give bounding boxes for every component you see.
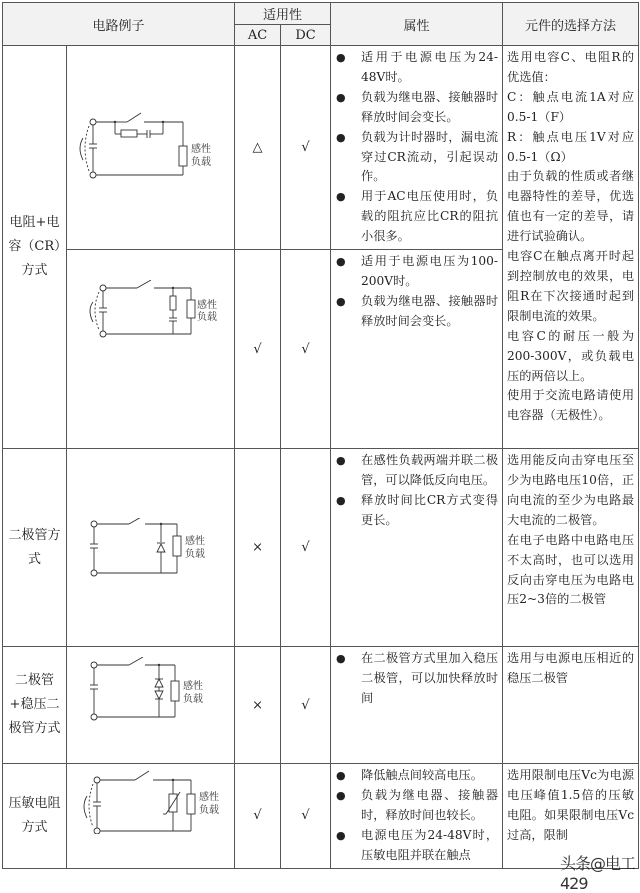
- table-row: [3, 449, 639, 647]
- properties-cell: [331, 449, 503, 647]
- circuit-diagram-cr-series: [67, 46, 235, 250]
- properties-cell: [331, 46, 503, 250]
- property-item: ● 适用于电源电压为24-48V时。: [336, 50, 499, 84]
- header-ac: AC: [235, 25, 281, 46]
- dc-applicability: √: [281, 449, 331, 647]
- dc-applicability: √: [281, 764, 331, 869]
- watermark-text: 头条@电工429: [560, 854, 636, 893]
- ac-applicability: △: [235, 46, 281, 250]
- bullet-icon: ●: [336, 294, 346, 308]
- method-diode: 二极管方式: [3, 449, 67, 647]
- property-item: ● 在二极管方式里加入稳压二极管，可以加快释放时间: [336, 651, 499, 705]
- svg-text:感性: 感性: [191, 143, 211, 155]
- bullet-icon: ●: [336, 788, 346, 802]
- property-item: ● 负载为继电器、接触器时释放时间会变长。: [336, 89, 499, 124]
- method-diode-zener: 二极管+稳压二极管方式: [3, 647, 67, 764]
- svg-text:负载: 负载: [197, 312, 217, 324]
- dc-applicability: √: [281, 46, 331, 250]
- varistor-circuit-icon: [67, 770, 235, 834]
- table-row: [3, 46, 639, 250]
- property-item: ● 负载为继电器、接触器时，释放时间也较长。: [336, 787, 499, 822]
- circuit-diagram-varistor: [67, 764, 235, 869]
- property-item: ● 负载为计时器时，漏电流穿过CR流动，引起误动作。: [336, 129, 499, 184]
- svg-text:感性: 感性: [197, 300, 217, 312]
- bullet-icon: ●: [336, 828, 346, 842]
- header-selection-method: 元件的选择方法: [503, 3, 639, 46]
- ac-applicability: ×: [235, 647, 281, 764]
- dc-applicability: √: [281, 250, 331, 449]
- bullet-icon: ●: [336, 190, 346, 204]
- properties-cell: [331, 250, 503, 449]
- property-item: ● 负载为继电器、接触器时释放时间会变长。: [336, 293, 499, 328]
- dc-applicability: √: [281, 647, 331, 764]
- header-dc: DC: [281, 25, 331, 46]
- property-item: ● 降低触点间较高电压。: [335, 766, 498, 786]
- bullet-icon: ●: [336, 51, 346, 64]
- bullet-icon: ●: [336, 90, 346, 104]
- bullet-icon: ●: [336, 454, 346, 468]
- property-item: ● 电源电压为24-48V时，压敏电阻并联在触点: [336, 827, 499, 862]
- header-circuit-example: 电路例子: [3, 3, 235, 46]
- bullet-icon: ●: [336, 255, 346, 269]
- properties-cell: [331, 764, 503, 869]
- contact-protection-circuit-table: [2, 2, 639, 869]
- bullet-icon: ●: [336, 493, 346, 507]
- svg-text:感性: 感性: [183, 681, 203, 693]
- svg-text:负载: 负载: [183, 694, 203, 706]
- diode-zener-circuit-icon: [67, 657, 235, 721]
- header-properties: 属性: [331, 3, 503, 46]
- circuit-diagram-diode: [67, 449, 235, 647]
- diode-circuit-icon: [67, 518, 235, 578]
- svg-text:感性: 感性: [185, 535, 205, 547]
- svg-text:负载: 负载: [185, 548, 205, 560]
- cr-series-circuit-icon: [67, 108, 235, 188]
- selection-method-cell: 选用与电源电压相近的稳压二极管: [503, 647, 639, 764]
- bullet-icon: ●: [336, 130, 346, 144]
- table-row: [3, 764, 639, 869]
- svg-text:感性: 感性: [199, 792, 219, 804]
- method-varistor: 压敏电阻方式: [3, 764, 67, 869]
- circuit-diagram-cr-parallel: [67, 250, 235, 449]
- bullet-icon: ●: [336, 652, 346, 666]
- circuit-diagram-diode-zener: [67, 647, 235, 764]
- svg-text:负载: 负载: [191, 156, 211, 168]
- method-cr: 电阻+电容（CR）方式: [3, 46, 67, 449]
- ac-applicability: ×: [235, 449, 281, 647]
- ac-applicability: √: [235, 250, 281, 449]
- cr-parallel-circuit-icon: [67, 280, 235, 340]
- property-item: ● 在感性负载两端并联二极管，可以降低反向电压。: [336, 453, 499, 487]
- svg-text:负载: 负载: [199, 805, 219, 817]
- properties-cell: [331, 647, 503, 764]
- table-row: [3, 647, 639, 764]
- header-applicability: 适用性: [235, 3, 331, 25]
- bullet-icon: ●: [336, 769, 346, 783]
- selection-method-cell: 选用限制电压Vc为电源电压峰值1.5倍的压敏电阻。如果限制电压Vc过高，限制: [503, 764, 639, 869]
- property-item: ● 释放时间比CR方式变得更长。: [336, 492, 499, 527]
- property-item: ● 适用于电源电压为100-200V时。: [336, 254, 499, 288]
- selection-method-cell: 选用电容C、电阻R的优选值： C：触点电流1A对应0.5-1（F） R：触点电压1V对应0.5-1（Ω） 由于负载的性质或者继电器特性的差导，优选值也有一定的差导，请进行试验确认。 电容C在触点离开时起到控制放电的效果，电阻R在下次接通时起到限制电流的效果。 电容C的耐压一般为200-300V，或负载电压的两倍以上。 使用于交流电路请使用电容器（无极性）。: [503, 46, 639, 449]
- property-item: ● 用于AC电压使用时，负载的阻抗应比CR的阻抗小很多。: [336, 189, 499, 244]
- selection-method-cell: 选用能反向击穿电压至少为电路电压10倍，正向电流的至少为电路最大电流的二极管。 在电子电路中电路电压不太高时，也可以选用反向击穿电压为电路电压2~3倍的二极管: [503, 449, 639, 647]
- ac-applicability: √: [235, 764, 281, 869]
